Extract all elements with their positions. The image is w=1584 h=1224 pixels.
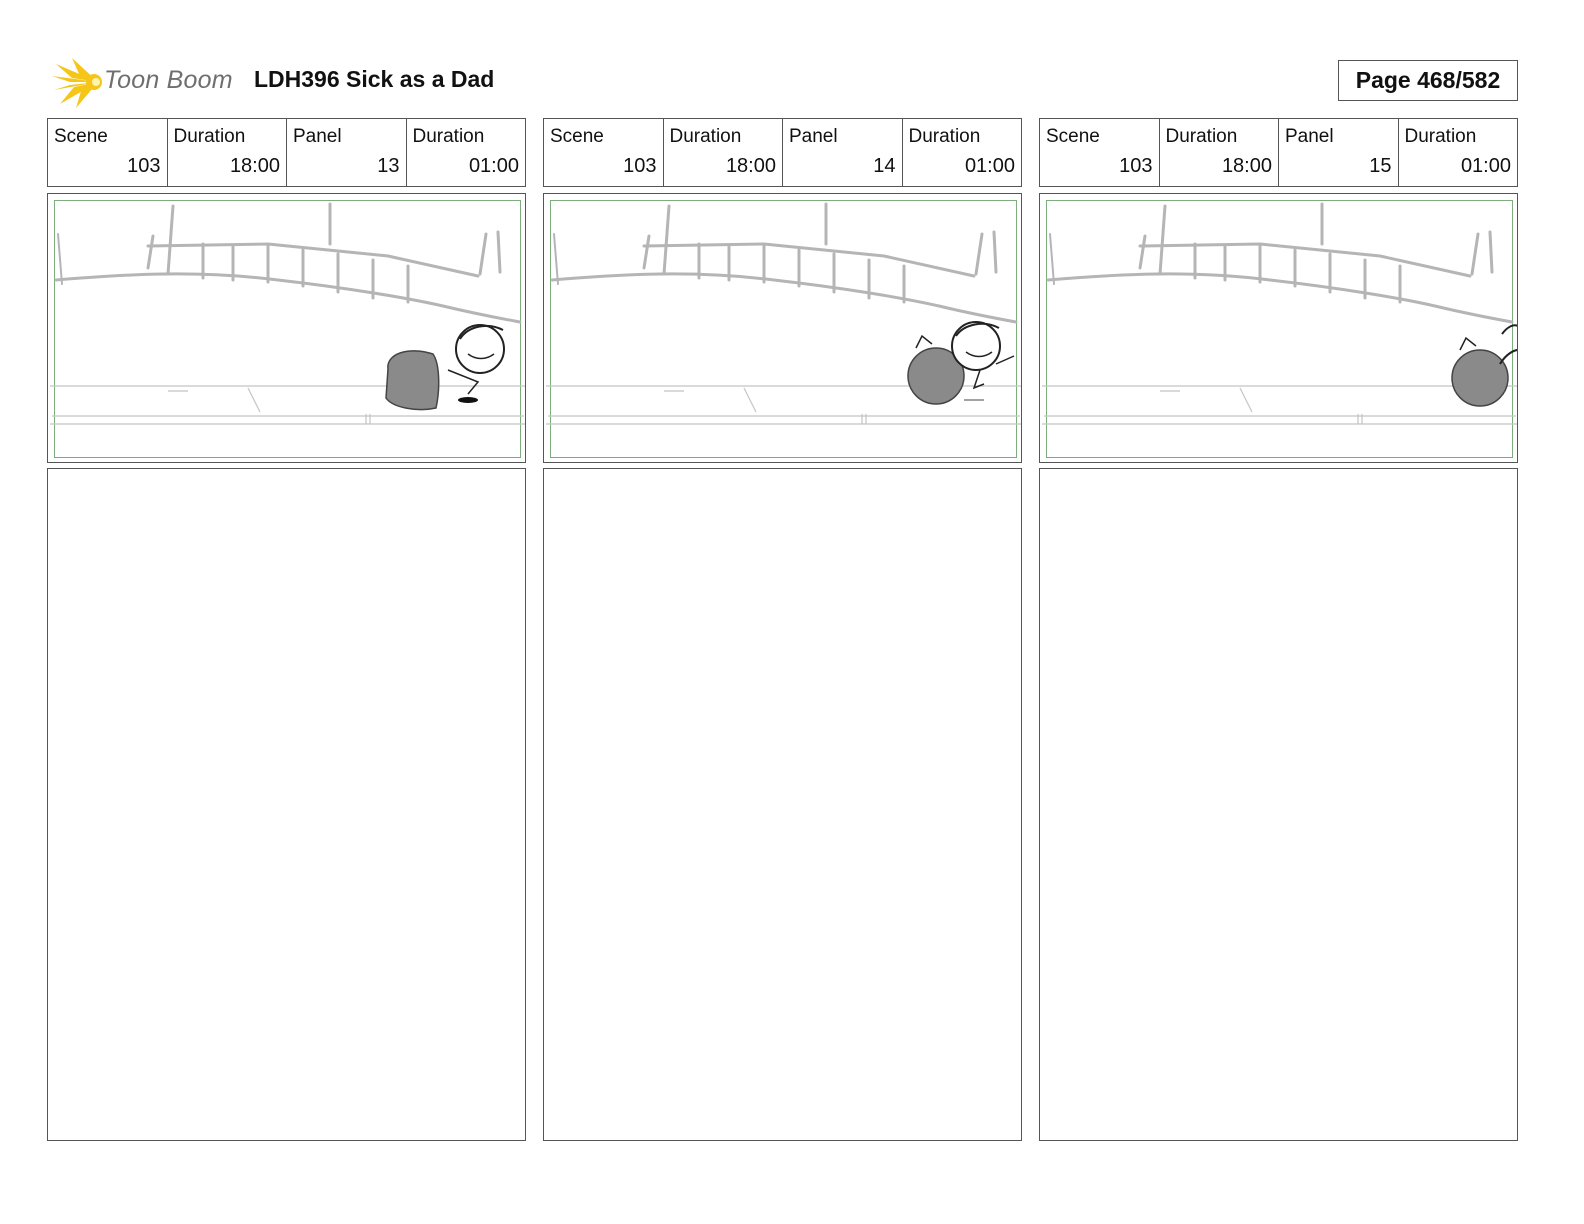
scene-duration-label: Duration xyxy=(669,126,742,147)
scene-value: 103 xyxy=(1119,155,1153,177)
scene-cell xyxy=(1040,119,1160,186)
scene-duration-cell xyxy=(1160,119,1280,186)
scene-duration-label: Duration xyxy=(173,126,246,147)
scene-duration-value: 18:00 xyxy=(725,155,776,177)
panel-duration-label: Duration xyxy=(412,126,485,147)
sketch-drawing xyxy=(1040,194,1518,463)
panel-image-frame xyxy=(543,193,1022,463)
storyboard-panel-3 xyxy=(1039,118,1518,187)
panel-label: Panel xyxy=(293,126,342,147)
panel-duration-cell xyxy=(903,119,1022,186)
panel-duration-value: 01:00 xyxy=(468,155,519,177)
scene-duration-cell xyxy=(168,119,288,186)
storyboard-panel-1 xyxy=(47,118,526,187)
panel-label: Panel xyxy=(789,126,838,147)
scene-value: 103 xyxy=(127,155,161,177)
sketch-drawing xyxy=(48,194,526,463)
panel-duration-cell xyxy=(1399,119,1518,186)
sketch-drawing xyxy=(544,194,1022,463)
panel-info-bar xyxy=(543,118,1022,187)
character-sketch xyxy=(386,325,504,410)
scene-duration-value: 18:00 xyxy=(229,155,280,177)
panel-image-frame xyxy=(1039,193,1518,463)
panel-duration-cell xyxy=(407,119,526,186)
starburst-icon xyxy=(50,54,106,110)
scene-duration-label: Duration xyxy=(1165,126,1238,147)
scene-label: Scene xyxy=(1046,126,1100,147)
panel-info-bar xyxy=(47,118,526,187)
panel-label: Panel xyxy=(1285,126,1334,147)
page-number: Page 468/582 xyxy=(1338,60,1518,101)
panel-notes-area xyxy=(47,468,526,1141)
scene-value: 103 xyxy=(623,155,657,177)
panel-duration-value: 01:00 xyxy=(964,155,1015,177)
character-sketch xyxy=(1452,325,1518,406)
panel-value: 15 xyxy=(1369,155,1392,177)
toon-boom-logo xyxy=(50,54,240,110)
character-sketch xyxy=(908,322,1014,404)
panel-duration-label: Duration xyxy=(1404,126,1477,147)
logo-text: Toon Boom xyxy=(104,66,233,94)
scene-cell xyxy=(544,119,664,186)
panel-image-frame xyxy=(47,193,526,463)
storyboard-panel-2 xyxy=(543,118,1022,187)
panel-cell xyxy=(783,119,903,186)
scene-duration-value: 18:00 xyxy=(1221,155,1272,177)
scene-duration-cell xyxy=(664,119,784,186)
panel-notes-area xyxy=(1039,468,1518,1141)
document-title: LDH396 Sick as a Dad xyxy=(254,66,495,92)
panel-duration-value: 01:00 xyxy=(1460,155,1511,177)
panel-cell xyxy=(1279,119,1399,186)
panel-notes-area xyxy=(543,468,1022,1141)
panel-info-bar xyxy=(1039,118,1518,187)
panel-value: 14 xyxy=(873,155,896,177)
panel-duration-label: Duration xyxy=(908,126,981,147)
scene-cell xyxy=(48,119,168,186)
panel-value: 13 xyxy=(377,155,400,177)
panel-cell xyxy=(287,119,407,186)
scene-label: Scene xyxy=(550,126,604,147)
scene-label: Scene xyxy=(54,126,108,147)
